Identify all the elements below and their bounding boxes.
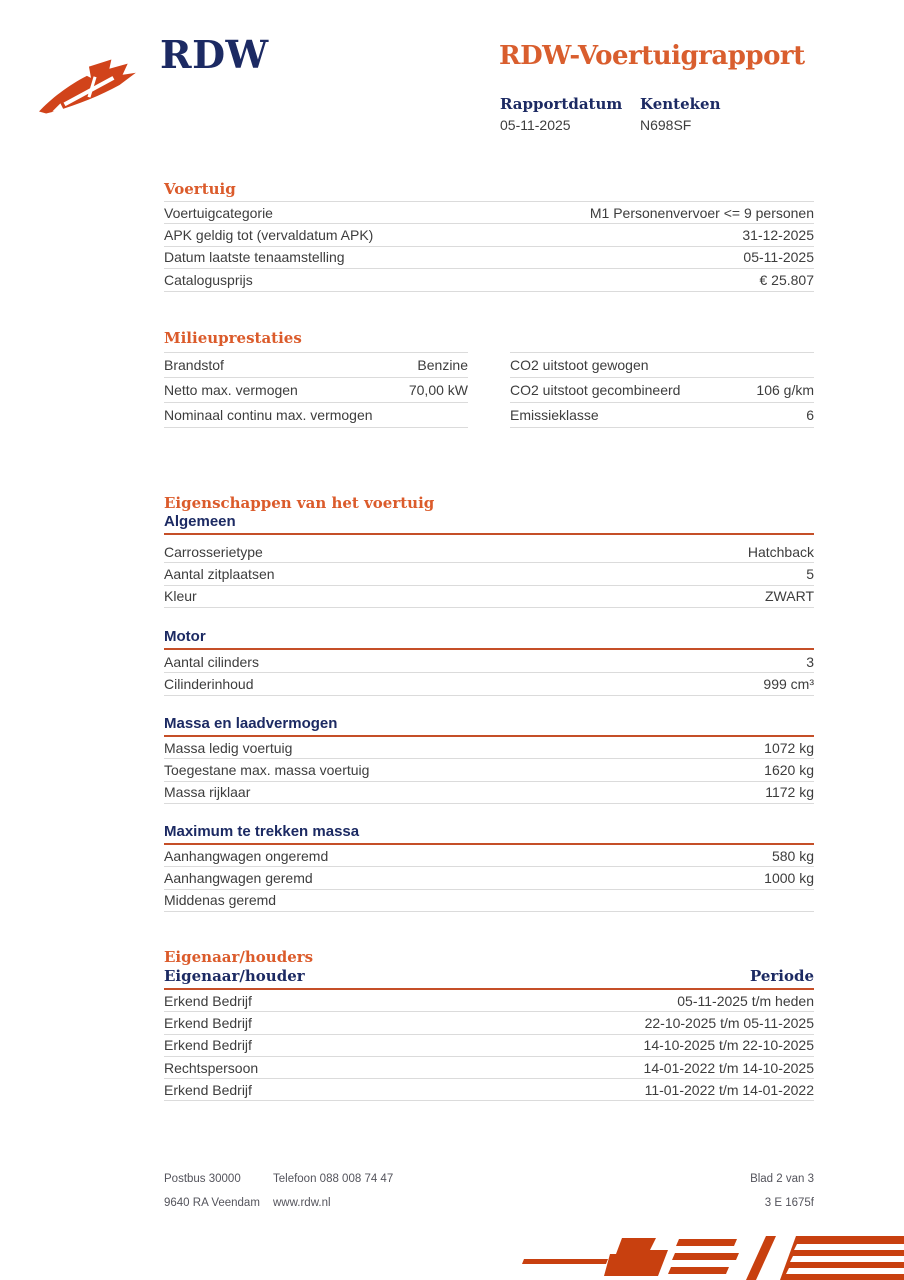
row-value: 1000 kg <box>764 870 814 887</box>
owner-period: 14-01-2022 t/m 14-10-2025 <box>643 1059 814 1076</box>
row-label: Toegestane max. massa voertuig <box>164 762 370 779</box>
table-row <box>164 782 814 804</box>
row-label: Middenas geremd <box>164 892 277 909</box>
subheading-massa: Massa en laadvermogen <box>164 716 814 737</box>
table-row <box>164 403 468 428</box>
row-value: 5 <box>806 566 814 583</box>
row-label: Aantal zitplaatsen <box>164 566 275 583</box>
row-label: Emissieklasse <box>510 407 599 423</box>
row-value: 1620 kg <box>764 762 814 779</box>
table-row <box>510 403 814 428</box>
footer-phone: Telefoon 088 008 74 47 <box>273 1173 394 1185</box>
table-row <box>164 378 468 403</box>
owners-header-row <box>164 969 814 990</box>
footer-form-code: 3 E 1675f <box>764 1197 814 1209</box>
table-row <box>164 1035 814 1057</box>
license-plate-label: Kenteken <box>640 95 721 113</box>
voertuig-table <box>164 201 814 292</box>
owner-period: 22-10-2025 t/m 05-11-2025 <box>644 1014 814 1031</box>
footer-line-1 <box>164 1173 814 1185</box>
row-value: 70,00 kW <box>408 382 468 398</box>
row-label: Massa rijklaar <box>164 784 251 801</box>
table-row <box>164 867 814 889</box>
section-heading-eigenaren: Eigenaar/houders <box>164 948 314 966</box>
footer-page-indicator: Blad 2 van 3 <box>750 1173 814 1185</box>
row-label: Carrosserietype <box>164 543 263 560</box>
table-row <box>164 1057 814 1079</box>
row-label: Aantal cilinders <box>164 653 259 670</box>
rdw-stripes-graphic-icon <box>518 1234 904 1280</box>
table-row <box>510 378 814 403</box>
table-row <box>164 845 814 867</box>
page-title: RDW-Voertuigrapport <box>499 41 805 71</box>
row-label: Catalogusprijs <box>164 271 253 288</box>
row-label: Cilinderinhoud <box>164 676 254 693</box>
trekken-massa-table <box>164 845 814 912</box>
row-value: 31-12-2025 <box>742 227 814 244</box>
row-value: 106 g/km <box>756 382 814 398</box>
milieu-table <box>164 352 814 428</box>
row-value: Hatchback <box>747 543 814 560</box>
footer-address-line2: 9640 RA Veendam <box>164 1197 260 1209</box>
row-label: Aanhangwagen geremd <box>164 870 313 887</box>
table-row <box>164 1012 814 1034</box>
table-row <box>164 224 814 246</box>
table-row <box>164 990 814 1012</box>
footer-website: www.rdw.nl <box>273 1197 331 1209</box>
row-value: 05-11-2025 <box>743 249 814 266</box>
section-heading-voertuig: Voertuig <box>164 180 236 198</box>
owners-table <box>164 990 814 1101</box>
row-value: 1172 kg <box>765 784 814 801</box>
report-date-value: 05-11-2025 <box>500 117 571 133</box>
row-label: Kleur <box>164 588 197 605</box>
owner-period: 14-10-2025 t/m 22-10-2025 <box>643 1037 814 1054</box>
row-label: Massa ledig voertuig <box>164 739 293 756</box>
row-value: € 25.807 <box>759 271 814 288</box>
table-row <box>164 247 814 269</box>
table-row <box>164 269 814 291</box>
milieu-right-column <box>510 352 814 428</box>
milieu-left-column <box>164 352 468 428</box>
table-row <box>164 1079 814 1101</box>
owner-period: 11-01-2022 t/m 14-01-2022 <box>644 1081 814 1098</box>
row-value: 1072 kg <box>764 739 814 756</box>
row-label: Netto max. vermogen <box>164 382 298 398</box>
row-value: 3 <box>806 653 814 670</box>
owner-name: Erkend Bedrijf <box>164 1037 252 1054</box>
rdw-feather-logo-icon <box>38 56 144 114</box>
row-label: CO2 uitstoot gecombineerd <box>510 382 681 398</box>
license-plate-value: N698SF <box>640 117 692 133</box>
motor-table <box>164 651 814 696</box>
owner-name: Rechtspersoon <box>164 1059 259 1076</box>
brand-wordmark: RDW <box>160 32 269 77</box>
algemeen-table <box>164 541 814 608</box>
row-label: Brandstof <box>164 357 224 373</box>
subheading-motor: Motor <box>164 629 814 650</box>
table-row <box>510 353 814 378</box>
owner-name: Erkend Bedrijf <box>164 1014 252 1031</box>
owner-name: Erkend Bedrijf <box>164 992 252 1009</box>
footer-line-2 <box>164 1197 814 1209</box>
row-label: Aanhangwagen ongeremd <box>164 847 329 864</box>
massa-table <box>164 737 814 804</box>
table-row <box>164 202 814 224</box>
table-row <box>164 759 814 781</box>
footer-address-line1: Postbus 30000 <box>164 1173 241 1185</box>
row-value: M1 Personenvervoer <= 9 personen <box>589 204 814 221</box>
section-heading-eigenschappen: Eigenschappen van het voertuig <box>164 494 435 512</box>
table-row <box>164 890 814 912</box>
table-row <box>164 586 814 608</box>
table-row <box>164 563 814 585</box>
row-label: CO2 uitstoot gewogen <box>510 357 649 373</box>
table-row <box>164 541 814 563</box>
row-label: Nominaal continu max. vermogen <box>164 407 373 423</box>
owner-name: Erkend Bedrijf <box>164 1081 252 1098</box>
owner-period: 05-11-2025 t/m heden <box>677 992 814 1009</box>
owners-col-period: Periode <box>749 967 814 985</box>
row-value: 580 kg <box>771 847 814 864</box>
section-heading-milieuprestaties: Milieuprestaties <box>164 329 302 347</box>
row-label: APK geldig tot (vervaldatum APK) <box>164 227 374 244</box>
owners-col-owner: Eigenaar/houder <box>164 967 305 985</box>
row-value: Benzine <box>417 357 468 373</box>
report-date-label: Rapportdatum <box>500 95 623 113</box>
row-value: 6 <box>806 407 814 423</box>
table-row <box>164 673 814 695</box>
row-label: Voertuigcategorie <box>164 204 273 221</box>
table-row <box>164 353 468 378</box>
row-value: ZWART <box>765 588 814 605</box>
table-row <box>164 651 814 673</box>
table-row <box>164 737 814 759</box>
subheading-algemeen: Algemeen <box>164 514 814 535</box>
subheading-trekken-massa: Maximum te trekken massa <box>164 824 814 845</box>
row-label: Datum laatste tenaamstelling <box>164 249 345 266</box>
row-value: 999 cm³ <box>763 676 814 693</box>
